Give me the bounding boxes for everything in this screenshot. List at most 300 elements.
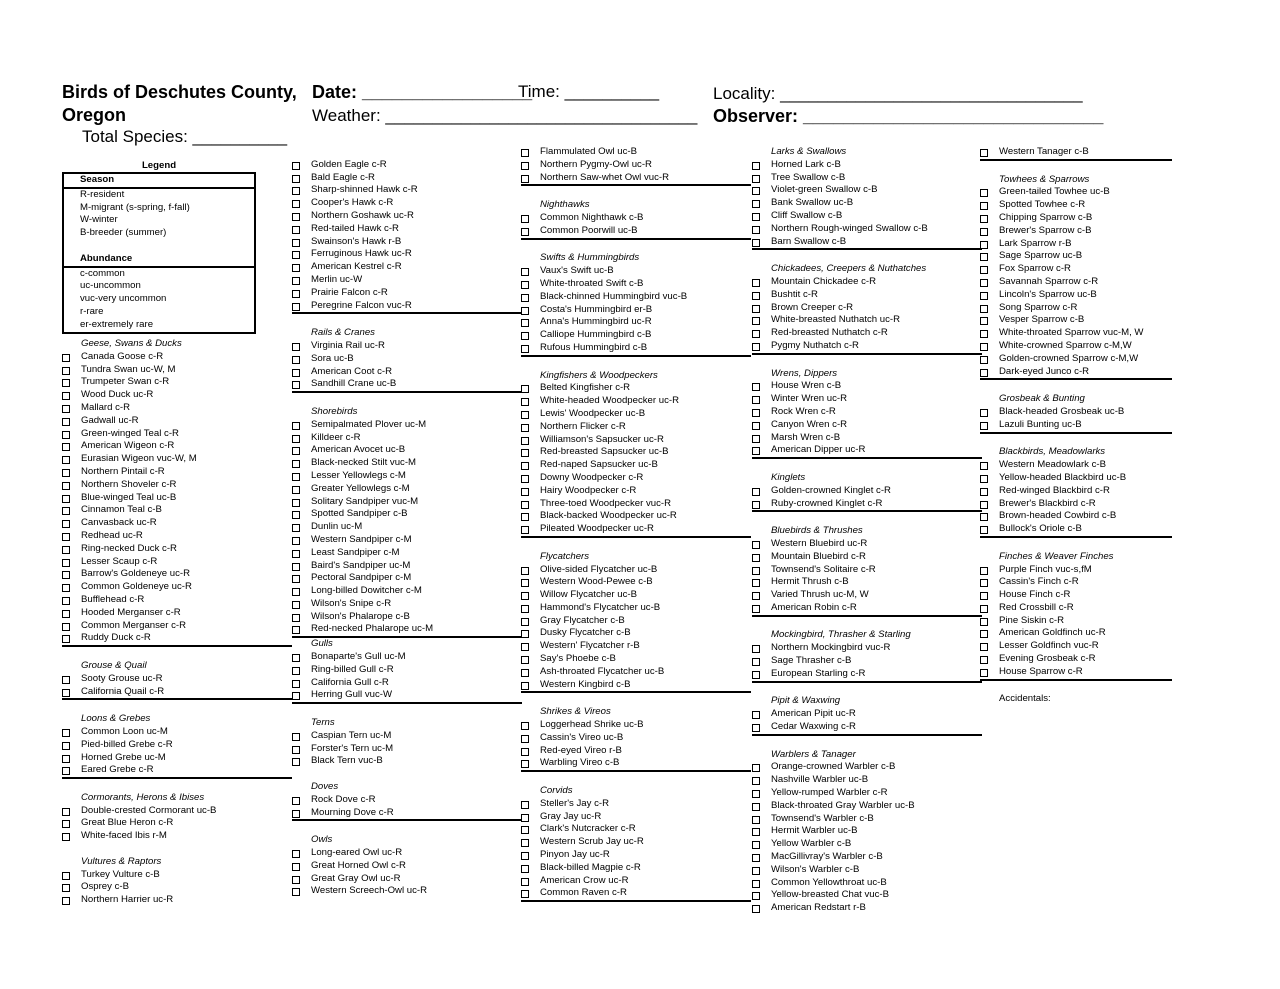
species-checkbox[interactable]: [521, 579, 529, 587]
species-label: Green-tailed Towhee uc-B: [999, 186, 1110, 198]
species-checkbox[interactable]: [292, 303, 300, 311]
species-checkbox[interactable]: [521, 437, 529, 445]
species-checkbox[interactable]: [980, 475, 988, 483]
species-checkbox[interactable]: [980, 202, 988, 210]
species-checkbox[interactable]: [980, 266, 988, 274]
species-checkbox[interactable]: [521, 228, 529, 236]
species-checkbox[interactable]: [521, 839, 529, 847]
species-checkbox[interactable]: [62, 755, 70, 763]
species-checkbox[interactable]: [980, 189, 988, 197]
section-heading-text: Blackbirds, Meadowlarks: [999, 446, 1106, 458]
species-checkbox[interactable]: [521, 748, 529, 756]
species-row: [752, 825, 982, 838]
species-row: [62, 869, 292, 882]
species-checkbox[interactable]: [62, 872, 70, 880]
species-checkbox[interactable]: [292, 626, 300, 634]
species-checkbox[interactable]: [62, 623, 70, 631]
species-label: Vaux's Swift uc-B: [540, 265, 614, 277]
locality-field[interactable]: Locality: ________________________________: [713, 84, 1083, 103]
section-heading: [752, 472, 982, 485]
species-label: Cassin's Finch c-R: [999, 576, 1079, 588]
species-label: Hermit Warbler uc-B: [771, 825, 858, 837]
species-checkbox[interactable]: [292, 175, 300, 183]
species-label: Flammulated Owl uc-B: [540, 146, 638, 157]
section-heading-text: Swifts & Hummingbirds: [540, 252, 640, 264]
species-checkbox[interactable]: [980, 317, 988, 325]
species-label: Spotted Sandpiper c-B: [311, 508, 408, 520]
species-checkbox[interactable]: [980, 643, 988, 651]
species-checkbox[interactable]: [62, 469, 70, 477]
species-checkbox[interactable]: [521, 345, 529, 353]
species-checkbox[interactable]: [62, 431, 70, 439]
species-row: [752, 236, 982, 251]
species-checkbox[interactable]: [521, 801, 529, 809]
species-checkbox[interactable]: [752, 880, 760, 888]
species-checkbox[interactable]: [62, 559, 70, 567]
total-species-field[interactable]: Total Species: __________: [82, 127, 288, 146]
species-label: Canyon Wren c-R: [771, 418, 848, 430]
species-checkbox[interactable]: [980, 669, 988, 677]
species-checkbox[interactable]: [62, 833, 70, 841]
species-checkbox[interactable]: [752, 892, 760, 900]
species-label: White-crowned Sparrow c-M,W: [999, 339, 1132, 351]
species-checkbox[interactable]: [752, 905, 760, 913]
species-checkbox[interactable]: [980, 343, 988, 351]
species-row: [521, 212, 751, 225]
species-checkbox[interactable]: [292, 654, 300, 662]
species-checkbox[interactable]: [292, 733, 300, 741]
species-label: Golden-crowned Sparrow c-M,W: [999, 352, 1139, 364]
species-label: American Coot c-R: [311, 365, 393, 377]
species-row: [752, 721, 982, 736]
time-field[interactable]: Time: __________: [518, 82, 660, 101]
species-checkbox[interactable]: [62, 808, 70, 816]
species-checkbox[interactable]: [752, 305, 760, 313]
species-checkbox[interactable]: [292, 356, 300, 364]
observer-field[interactable]: Observer: ______________________________: [713, 106, 1104, 126]
species-checkbox[interactable]: [980, 305, 988, 313]
species-checkbox[interactable]: [521, 735, 529, 743]
species-label: Rock Dove c-R: [311, 793, 376, 805]
species-label: Mountain Bluebird c-R: [771, 550, 866, 562]
species-label: Black-billed Magpie c-R: [540, 861, 641, 873]
species-checkbox[interactable]: [980, 513, 988, 521]
species-checkbox[interactable]: [521, 149, 529, 157]
species-checkbox[interactable]: [292, 226, 300, 234]
date-field[interactable]: Date: _________________: [312, 82, 533, 102]
species-row: [521, 679, 751, 694]
accidentals-label: [980, 693, 1172, 706]
species-label: Yellow-breasted Chat vuc-B: [771, 889, 890, 901]
section-heading-text: Accidentals:: [999, 693, 1051, 705]
species-checkbox[interactable]: [292, 251, 300, 259]
section-heading: [521, 199, 751, 212]
species-checkbox[interactable]: [292, 550, 300, 558]
species-checkbox[interactable]: [752, 422, 760, 430]
species-row: [521, 498, 751, 511]
species-row: [292, 664, 522, 677]
species-checkbox[interactable]: [292, 422, 300, 430]
species-checkbox[interactable]: [521, 682, 529, 690]
species-row: [292, 651, 522, 664]
species-label: American Pipit uc-R: [771, 708, 856, 720]
species-checkbox[interactable]: [292, 746, 300, 754]
species-checkbox[interactable]: [521, 398, 529, 406]
species-checkbox[interactable]: [521, 175, 529, 183]
species-label: American Redstart r-B: [771, 902, 866, 914]
species-checkbox[interactable]: [980, 501, 988, 509]
species-row: [521, 823, 751, 836]
species-label: Lincoln's Sparrow uc-B: [999, 288, 1097, 300]
species-checkbox[interactable]: [521, 319, 529, 327]
weather-field[interactable]: Weather: _________________________________: [312, 106, 698, 125]
species-checkbox[interactable]: [62, 367, 70, 375]
species-checkbox[interactable]: [292, 486, 300, 494]
spacer-row: [521, 693, 751, 706]
species-label: Sharp-shinned Hawk c-R: [311, 184, 418, 196]
species-checkbox[interactable]: [980, 330, 988, 338]
species-checkbox[interactable]: [292, 381, 300, 389]
species-label: Cedar Waxwing c-R: [771, 721, 856, 733]
species-label: Lesser Scaup c-R: [81, 555, 158, 567]
species-checkbox[interactable]: [521, 567, 529, 575]
spacer-row: [521, 538, 751, 551]
species-checkbox[interactable]: [980, 279, 988, 287]
species-checkbox[interactable]: [521, 513, 529, 521]
species-checkbox[interactable]: [980, 462, 988, 470]
species-checkbox[interactable]: [292, 499, 300, 507]
species-checkbox[interactable]: [980, 579, 988, 587]
species-checkbox[interactable]: [752, 239, 760, 247]
species-checkbox[interactable]: [752, 200, 760, 208]
species-row: [292, 860, 522, 873]
species-checkbox[interactable]: [752, 447, 760, 455]
species-checkbox[interactable]: [521, 630, 529, 638]
species-row: [752, 576, 982, 589]
species-checkbox[interactable]: [292, 563, 300, 571]
species-checkbox[interactable]: [521, 268, 529, 276]
species-label: House Finch c-R: [999, 589, 1071, 601]
species-label: Ruddy Duck c-R: [81, 632, 151, 644]
species-checkbox[interactable]: [521, 865, 529, 873]
species-checkbox[interactable]: [752, 828, 760, 836]
species-checkbox[interactable]: [752, 488, 760, 496]
species-checkbox[interactable]: [980, 292, 988, 300]
species-checkbox[interactable]: [752, 803, 760, 811]
species-row: [521, 615, 751, 628]
species-row: [752, 184, 982, 197]
species-checkbox[interactable]: [521, 462, 529, 470]
species-checkbox[interactable]: [521, 385, 529, 393]
species-checkbox[interactable]: [752, 645, 760, 653]
spacer-row: [752, 250, 982, 263]
species-checkbox[interactable]: [292, 435, 300, 443]
species-checkbox[interactable]: [752, 854, 760, 862]
species-checkbox[interactable]: [752, 605, 760, 613]
species-checkbox[interactable]: [521, 424, 529, 432]
species-checkbox[interactable]: [292, 277, 300, 285]
species-label: Killdeer c-R: [311, 431, 361, 443]
species-checkbox[interactable]: [521, 162, 529, 170]
species-label: Red-necked Phalarope uc-M: [311, 623, 434, 635]
species-checkbox[interactable]: [62, 571, 70, 579]
species-checkbox[interactable]: [980, 656, 988, 664]
species-checkbox[interactable]: [521, 760, 529, 768]
species-checkbox[interactable]: [292, 460, 300, 468]
species-checkbox[interactable]: [521, 605, 529, 613]
species-checkbox[interactable]: [292, 511, 300, 519]
species-checkbox[interactable]: [752, 383, 760, 391]
species-label: Dusky Flycatcher c-B: [540, 627, 631, 639]
species-checkbox[interactable]: [980, 149, 988, 157]
species-checkbox[interactable]: [521, 294, 529, 302]
species-checkbox[interactable]: [62, 635, 70, 643]
species-checkbox[interactable]: [292, 810, 300, 818]
species-checkbox[interactable]: [752, 409, 760, 417]
species-checkbox[interactable]: [521, 411, 529, 419]
species-checkbox[interactable]: [752, 724, 760, 732]
species-checkbox[interactable]: [752, 592, 760, 600]
species-row: [521, 653, 751, 666]
species-checkbox[interactable]: [752, 567, 760, 575]
species-row: [62, 673, 292, 686]
species-checkbox[interactable]: [292, 850, 300, 858]
species-label: Canada Goose c-R: [81, 350, 164, 362]
species-row: [292, 547, 522, 560]
species-checkbox[interactable]: [62, 418, 70, 426]
species-checkbox[interactable]: [980, 215, 988, 223]
species-checkbox[interactable]: [292, 343, 300, 351]
species-checkbox[interactable]: [521, 501, 529, 509]
species-checkbox[interactable]: [62, 767, 70, 775]
species-label: Western Screech-Owl uc-R: [311, 885, 428, 897]
species-checkbox[interactable]: [752, 226, 760, 234]
species-row: [62, 805, 292, 818]
species-checkbox[interactable]: [62, 520, 70, 528]
species-label: Steller's Jay c-R: [540, 797, 610, 809]
species-checkbox[interactable]: [292, 537, 300, 545]
species-checkbox[interactable]: [752, 554, 760, 562]
species-checkbox[interactable]: [521, 890, 529, 898]
species-checkbox[interactable]: [62, 495, 70, 503]
spacer-row: [292, 146, 522, 159]
species-row: [980, 564, 1172, 577]
species-checkbox[interactable]: [980, 526, 988, 534]
species-row: [292, 508, 522, 521]
species-label: American Dipper uc-R: [771, 444, 866, 456]
species-checkbox[interactable]: [62, 676, 70, 684]
species-checkbox[interactable]: [752, 292, 760, 300]
species-checkbox[interactable]: [62, 884, 70, 892]
species-checkbox[interactable]: [62, 507, 70, 515]
species-checkbox[interactable]: [62, 610, 70, 618]
species-row: [980, 498, 1172, 511]
species-checkbox[interactable]: [521, 449, 529, 457]
species-checkbox[interactable]: [521, 643, 529, 651]
species-checkbox[interactable]: [521, 281, 529, 289]
species-checkbox[interactable]: [980, 228, 988, 236]
species-label: Cassin's Vireo uc-B: [540, 731, 624, 743]
species-checkbox[interactable]: [521, 592, 529, 600]
species-checkbox[interactable]: [980, 241, 988, 249]
species-checkbox[interactable]: [521, 475, 529, 483]
species-label: Sage Thrasher c-B: [771, 655, 852, 667]
species-checkbox[interactable]: [752, 187, 760, 195]
species-checkbox[interactable]: [62, 533, 70, 541]
species-checkbox[interactable]: [292, 588, 300, 596]
species-checkbox[interactable]: [752, 162, 760, 170]
species-checkbox[interactable]: [752, 317, 760, 325]
species-checkbox[interactable]: [521, 826, 529, 834]
species-checkbox[interactable]: [62, 379, 70, 387]
species-checkbox[interactable]: [752, 330, 760, 338]
species-checkbox[interactable]: [62, 354, 70, 362]
species-checkbox[interactable]: [980, 356, 988, 364]
species-checkbox[interactable]: [292, 680, 300, 688]
species-checkbox[interactable]: [292, 473, 300, 481]
species-row: [752, 197, 982, 210]
species-checkbox[interactable]: [292, 758, 300, 766]
species-checkbox[interactable]: [980, 369, 988, 377]
species-checkbox[interactable]: [292, 213, 300, 221]
species-checkbox[interactable]: [521, 332, 529, 340]
species-label: Hooded Merganser c-R: [81, 606, 181, 618]
species-checkbox[interactable]: [752, 343, 760, 351]
species-checkbox[interactable]: [980, 592, 988, 600]
species-checkbox[interactable]: [752, 671, 760, 679]
species-checkbox[interactable]: [62, 897, 70, 905]
species-label: Mallard c-R: [81, 401, 131, 413]
species-checkbox[interactable]: [752, 658, 760, 666]
species-checkbox[interactable]: [521, 526, 529, 534]
species-checkbox[interactable]: [292, 888, 300, 896]
species-label: Sora uc-B: [311, 352, 354, 364]
species-checkbox[interactable]: [62, 443, 70, 451]
species-checkbox[interactable]: [752, 396, 760, 404]
species-checkbox[interactable]: [292, 200, 300, 208]
species-checkbox[interactable]: [292, 876, 300, 884]
species-checkbox[interactable]: [521, 656, 529, 664]
species-checkbox[interactable]: [980, 605, 988, 613]
species-checkbox[interactable]: [521, 814, 529, 822]
species-row: [521, 811, 751, 824]
species-checkbox[interactable]: [292, 863, 300, 871]
species-label: Peregrine Falcon vuc-R: [311, 299, 412, 311]
species-checkbox[interactable]: [752, 777, 760, 785]
species-row: [292, 236, 522, 249]
species-row: [292, 274, 522, 287]
species-label: Osprey c-B: [81, 881, 129, 893]
species-label: Northern Shoveler c-R: [81, 478, 177, 490]
species-checkbox[interactable]: [521, 722, 529, 730]
species-checkbox[interactable]: [62, 392, 70, 400]
spacer-row: [62, 843, 292, 856]
species-checkbox[interactable]: [752, 435, 760, 443]
species-checkbox[interactable]: [980, 567, 988, 575]
species-checkbox[interactable]: [980, 630, 988, 638]
species-checkbox[interactable]: [521, 618, 529, 626]
species-checkbox[interactable]: [292, 162, 300, 170]
species-checkbox[interactable]: [292, 264, 300, 272]
species-label: Sooty Grouse uc-R: [81, 672, 163, 684]
species-checkbox[interactable]: [62, 597, 70, 605]
species-row: [752, 564, 982, 577]
species-checkbox[interactable]: [752, 711, 760, 719]
species-label: Northern Goshawk uc-R: [311, 209, 414, 221]
species-checkbox[interactable]: [752, 279, 760, 287]
species-checkbox[interactable]: [62, 456, 70, 464]
species-row: [292, 366, 522, 379]
species-checkbox[interactable]: [752, 175, 760, 183]
species-checkbox[interactable]: [292, 524, 300, 532]
species-checkbox[interactable]: [292, 601, 300, 609]
species-checkbox[interactable]: [752, 541, 760, 549]
species-checkbox[interactable]: [752, 816, 760, 824]
species-checkbox[interactable]: [62, 546, 70, 554]
species-checkbox[interactable]: [521, 669, 529, 677]
species-label: Golden-crowned Kinglet c-R: [771, 484, 891, 496]
species-checkbox[interactable]: [292, 290, 300, 298]
species-checkbox[interactable]: [752, 579, 760, 587]
species-row: [521, 887, 751, 902]
species-checkbox[interactable]: [752, 501, 760, 509]
species-checkbox[interactable]: [62, 482, 70, 490]
species-row: [521, 757, 751, 772]
species-checkbox[interactable]: [292, 187, 300, 195]
species-label: Gray Jay uc-R: [540, 810, 602, 822]
species-checkbox[interactable]: [292, 797, 300, 805]
species-checkbox[interactable]: [292, 239, 300, 247]
species-checkbox[interactable]: [62, 584, 70, 592]
species-checkbox[interactable]: [752, 764, 760, 772]
legend-abundance-item: uc-uncommon: [80, 280, 141, 292]
species-checkbox[interactable]: [292, 692, 300, 700]
species-label: Blue-winged Teal uc-B: [81, 491, 177, 503]
species-checkbox[interactable]: [752, 790, 760, 798]
species-checkbox[interactable]: [292, 614, 300, 622]
species-checkbox[interactable]: [980, 409, 988, 417]
species-checkbox[interactable]: [980, 253, 988, 261]
species-checkbox[interactable]: [292, 575, 300, 583]
species-label: Ferruginous Hawk uc-R: [311, 248, 412, 260]
species-checkbox[interactable]: [752, 867, 760, 875]
species-checkbox[interactable]: [980, 488, 988, 496]
species-checkbox[interactable]: [521, 215, 529, 223]
species-row: [62, 543, 292, 556]
species-checkbox[interactable]: [521, 878, 529, 886]
species-checkbox[interactable]: [62, 689, 70, 697]
species-checkbox[interactable]: [521, 307, 529, 315]
species-row: [752, 289, 982, 302]
species-checkbox[interactable]: [521, 488, 529, 496]
species-checkbox[interactable]: [292, 369, 300, 377]
species-checkbox[interactable]: [292, 667, 300, 675]
species-row: [521, 472, 751, 485]
species-row: [62, 479, 292, 492]
legend-abundance-item: c-common: [80, 267, 125, 279]
species-checkbox[interactable]: [62, 742, 70, 750]
species-checkbox[interactable]: [292, 447, 300, 455]
species-checkbox[interactable]: [980, 618, 988, 626]
species-checkbox[interactable]: [521, 852, 529, 860]
species-checkbox[interactable]: [980, 422, 988, 430]
species-checkbox[interactable]: [62, 729, 70, 737]
species-checkbox[interactable]: [62, 820, 70, 828]
spacer-row: [62, 647, 292, 660]
species-checkbox[interactable]: [752, 841, 760, 849]
species-checkbox[interactable]: [752, 213, 760, 221]
species-checkbox[interactable]: [62, 405, 70, 413]
